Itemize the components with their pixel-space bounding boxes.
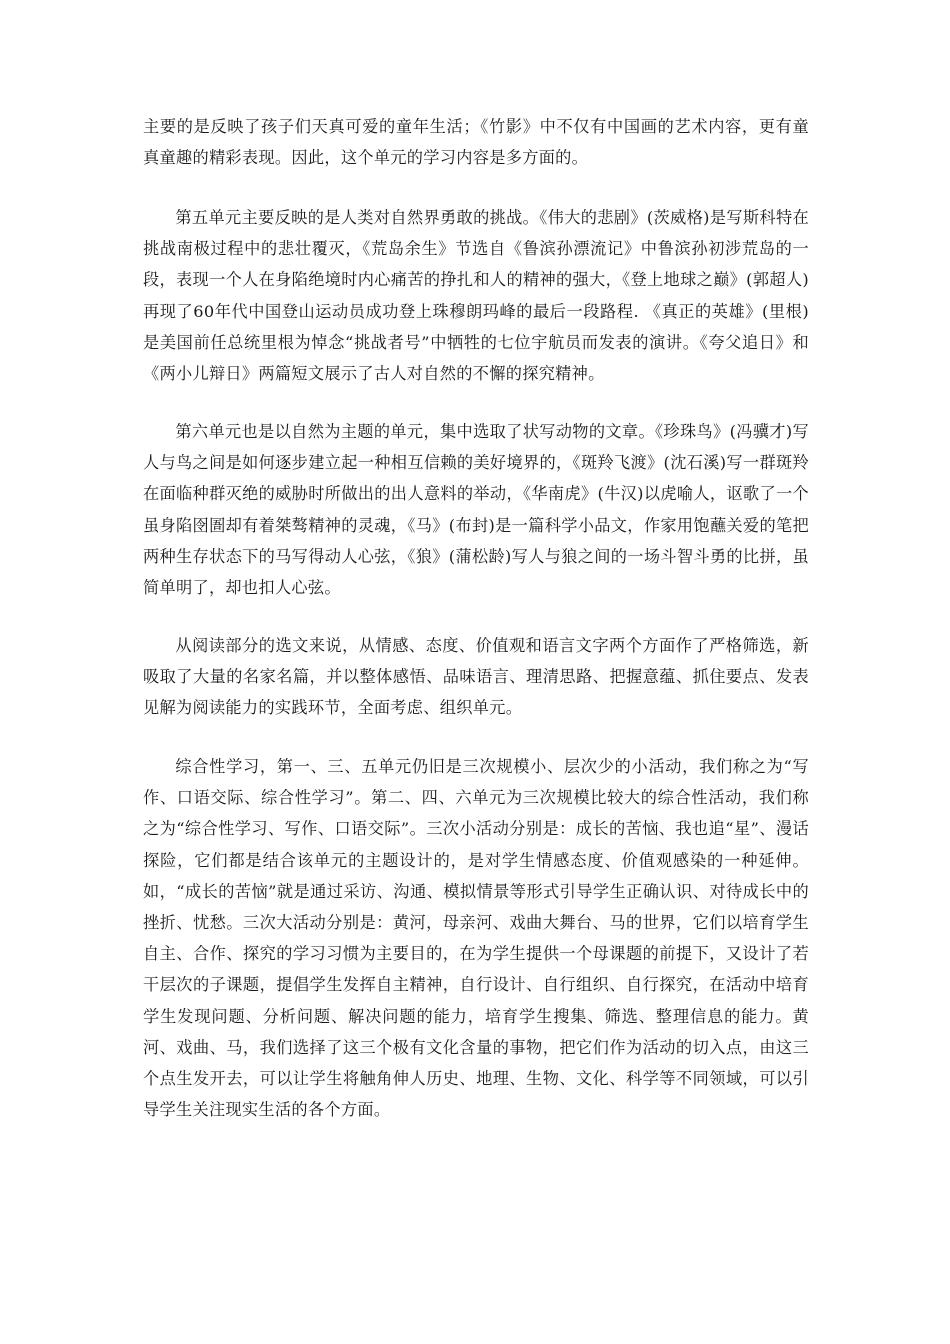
paragraph-comprehensive-learning: 综合性学习，第一、三、五单元仍旧是三次规模小、层次少的小活动，我们称之为“写作、口语交际、综合性学习”。第二、四、六单元为三次规模比较大的综合性活动，我们称之为“综合性学习、写作、口语交际”。三次小活动分别是：成长的苦恼、我也追“星”、漫话探险，它们都是结合该单元的主题设计的，是对学生情感态度、价值观感染的一种延伸。如，“成长的苦恼”就是通过采访、沟通、模拟情景等形式引导学生正确认识、对待成长中的挫折、忧愁。三次大活动分别是：黄河，母亲河、戏曲大舞台、马的世界，它们以培育学生自主、合作、探究的学习习惯为主要目的，在为学生提供一个母课题的前提下，又设计了若干层次的子课题，提倡学生发挥自主精神，自行设计、自行组织、自行探究，在活动中培育学生发现问题、分析问题、解决问题的能力，培育学生搜集、筛选、整理信息的能力。黄河、戏曲、马，我们选择了这三个极有文化含量的事物，把它们作为活动的切入点，由这三个点生发开去，可以让学生将触角伸人历史、地理、生物、文化、科学等不同领域，可以引导学生关注现实生活的各个方面。: [143, 757, 809, 1120]
paragraph-unit-five: 第五单元主要反映的是人类对自然界勇敢的挑战。《伟大的悲剧》(茨威格)是写斯科特在挑战南极过程中的悲壮覆灭，《荒岛余生》节选自《鲁滨孙漂流记》中鲁滨孙初涉荒岛的一段，表现一个人在身陷绝境时内心痛苦的挣扎和人的精神的强大，《登上地球之巅》(郭超人)再现了60年代中国登山运动员成功登上珠穆朗玛峰的最后一段路程. 《真正的英雄》(里根)是美国前任总统里根为悼念“挑战者号”中牺牲的七位宇航员而发表的演讲。《夸父追日》和《两小儿辩日》两篇短文展示了古人对自然的不懈的探究精神。: [143, 208, 809, 384]
paragraph-unit-six: 第六单元也是以自然为主题的单元，集中选取了状写动物的文章。《珍珠鸟》(冯骥才)写人与鸟之间是如何逐步建立起一种相互信赖的美好境界的，《斑羚飞渡》(沈石溪)写一群斑羚在面临种群灭绝的威胁时所做出的出人意料的举动，《华南虎》(牛汉)以虎喻人，讴歌了一个虽身陷囹圄却有着桀骜精神的灵魂，《马》(布封)是一篇科学小品文，作家用饱蘸关爱的笔把两种生存状态下的马写得动人心弦，《狼》(蒲松龄)写人与狼之间的一场斗智斗勇的比拼，虽简单明了，却也扣人心弦。: [143, 422, 809, 598]
paragraph-continuation: 主要的是反映了孩子们天真可爱的童年生活；《竹影》中不仅有中国画的艺术内容，更有童真童趣的精彩表现。因此，这个单元的学习内容是多方面的。: [143, 117, 809, 168]
paragraph-reading-selection: 从阅读部分的选文来说，从情感、态度、价值观和语言文字两个方面作了严格筛选，新吸取了大量的名家名篇，并以整体感悟、品味语言、理清思路、把握意蕴、抓住要点、发表见解为阅读能力的实践环节，全面考虑、组织单元。: [143, 636, 809, 718]
